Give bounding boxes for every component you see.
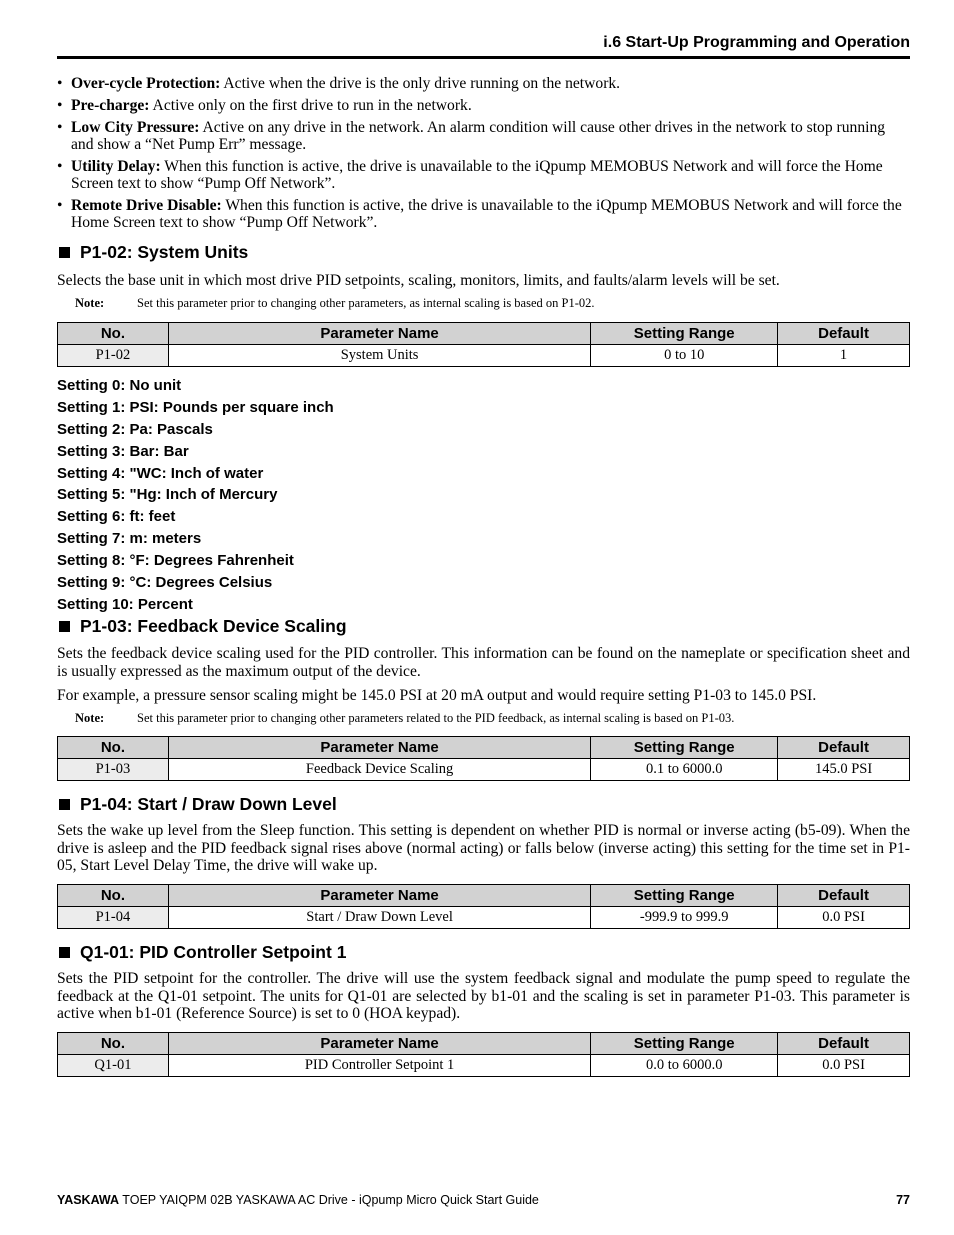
q1-01-description: Sets the PID setpoint for the controller. The drive will use the system feedback signal and modulate the pump speed to regulate the feedback at the Q1-01 setpoint. The units for Q1-01 are selected by b1-01 and the scaling is set in parameter P1-03. This parameter is active when b1-01 (Reference Source) is set to 0 (HOA keypad). bbox=[57, 970, 910, 1022]
col-header-name: Parameter Name bbox=[168, 1033, 590, 1055]
heading-p1-04: P1-04: Start / Draw Down Level bbox=[57, 793, 337, 815]
bullet-text: Active on any drive in the network. An alarm condition will cause other drives in the network to stop running and show a “Net Pump Err” message. bbox=[71, 119, 886, 153]
table-header-row bbox=[58, 323, 910, 345]
list-item: • Remote Drive Disable: When this function is active, the drive is unavailable to the iQpump MEMOBUS Network and will force the Home Screen text to show “Pump Off Network”. bbox=[57, 197, 902, 231]
p1-02-note bbox=[75, 296, 910, 311]
system-units-settings-list bbox=[57, 376, 334, 617]
cell-name: PID Controller Setpoint 1 bbox=[168, 1055, 590, 1077]
bullet-term: Remote Drive Disable: bbox=[71, 197, 222, 214]
setting-item: Setting 7: m: meters bbox=[57, 530, 202, 548]
p1-02-parameter-table bbox=[57, 322, 910, 367]
square-bullet-icon bbox=[59, 247, 70, 258]
cell-default: 145.0 PSI bbox=[778, 759, 910, 781]
col-header-default: Default bbox=[778, 323, 910, 345]
table-row bbox=[58, 1055, 910, 1077]
document-page bbox=[57, 0, 910, 1235]
table-header-row bbox=[58, 737, 910, 759]
cell-range: -999.9 to 999.9 bbox=[591, 907, 778, 929]
heading-q1-01: Q1-01: PID Controller Setpoint 1 bbox=[57, 941, 346, 963]
col-header-no: No. bbox=[58, 737, 169, 759]
col-header-no: No. bbox=[58, 1033, 169, 1055]
col-header-range: Setting Range bbox=[591, 1033, 778, 1055]
page-footer bbox=[57, 1193, 910, 1207]
q1-01-parameter-table bbox=[57, 1032, 910, 1077]
cell-range: 0 to 10 bbox=[591, 345, 778, 367]
table-header-row bbox=[58, 885, 910, 907]
cell-no: P1-02 bbox=[58, 345, 169, 367]
cell-range: 0.0 to 6000.0 bbox=[591, 1055, 778, 1077]
p1-03-note bbox=[75, 711, 910, 726]
cell-default: 1 bbox=[778, 345, 910, 367]
col-header-name: Parameter Name bbox=[168, 737, 590, 759]
square-bullet-icon bbox=[59, 947, 70, 958]
setting-item: Setting 8: °F: Degrees Fahrenheit bbox=[57, 552, 294, 570]
p1-04-parameter-table bbox=[57, 884, 910, 929]
setting-item: Setting 10: Percent bbox=[57, 595, 193, 613]
p1-03-parameter-table bbox=[57, 736, 910, 781]
setting-item: Setting 1: PSI: Pounds per square inch bbox=[57, 398, 334, 416]
table-header-row bbox=[58, 1033, 910, 1055]
bullet-text: When this function is active, the drive is unavailable to the iQpump MEMOBUS Network and will force the Home Screen text to show “Pump Off Network”. bbox=[71, 197, 902, 231]
list-item: • Low City Pressure: Active on any drive in the network. An alarm condition will cause other drives in the network to stop running and show a “Net Pump Err” message. bbox=[57, 119, 886, 153]
note-text: Set this parameter prior to changing other parameters related to the PID feedback, as internal scaling is based on P1-03. bbox=[137, 711, 735, 725]
bullet-term: Utility Delay: bbox=[71, 158, 161, 175]
list-item: • Pre-charge: Active only on the first drive to run in the network. bbox=[57, 97, 472, 114]
bullet-term: Pre-charge: bbox=[71, 97, 150, 114]
col-header-name: Parameter Name bbox=[168, 885, 590, 907]
cell-default: 0.0 PSI bbox=[778, 907, 910, 929]
setting-item: Setting 2: Pa: Pascals bbox=[57, 420, 213, 438]
setting-item: Setting 6: ft: feet bbox=[57, 508, 176, 526]
note-label: Note: bbox=[75, 711, 105, 725]
bullet-term: Over-cycle Protection: bbox=[71, 75, 221, 92]
section-title: i.6 Start-Up Programming and Operation bbox=[603, 34, 910, 51]
bullet-term: Low City Pressure: bbox=[71, 119, 200, 136]
col-header-no: No. bbox=[58, 323, 169, 345]
col-header-no: No. bbox=[58, 885, 169, 907]
brand-name: YASKAWA bbox=[57, 1193, 120, 1207]
bullet-text: When this function is active, the drive is unavailable to the iQpump MEMOBUS Network and will force the Home Screen text to show “Pump Off Network”. bbox=[71, 158, 883, 192]
col-header-default: Default bbox=[778, 1033, 910, 1055]
setting-item: Setting 9: °C: Degrees Celsius bbox=[57, 574, 273, 592]
col-header-name: Parameter Name bbox=[168, 323, 590, 345]
cell-name: Feedback Device Scaling bbox=[168, 759, 590, 781]
setting-item: Setting 0: No unit bbox=[57, 377, 182, 394]
cell-no: P1-04 bbox=[58, 907, 169, 929]
note-text: Set this parameter prior to changing other parameters, as internal scaling is based on P1-02. bbox=[137, 296, 595, 310]
list-item: • Over-cycle Protection: Active when the drive is the only drive running on the network. bbox=[57, 75, 621, 92]
cell-name: System Units bbox=[168, 345, 590, 367]
col-header-default: Default bbox=[778, 737, 910, 759]
col-header-range: Setting Range bbox=[591, 737, 778, 759]
p1-03-example: For example, a pressure sensor scaling might be 145.0 PSI at 20 mA output and would require setting P1-03 to 145.0 PSI. bbox=[57, 687, 817, 704]
bullet-text: Active when the drive is the only drive running on the network. bbox=[220, 75, 621, 92]
col-header-range: Setting Range bbox=[591, 323, 778, 345]
cell-default: 0.0 PSI bbox=[778, 1055, 910, 1077]
list-item: • Utility Delay: When this function is active, the drive is unavailable to the iQpump MEMOBUS Network and will force the Home Screen text to show “Pump Off Network”. bbox=[57, 158, 883, 192]
cell-no: Q1-01 bbox=[58, 1055, 169, 1077]
bullet-text: Active only on the first drive to run in the network. bbox=[149, 97, 472, 114]
document-title: TOEP YAIQPM 02B YASKAWA AC Drive - iQpump Micro Quick Start Guide bbox=[119, 1193, 539, 1207]
square-bullet-icon bbox=[59, 621, 70, 632]
col-header-range: Setting Range bbox=[591, 885, 778, 907]
square-bullet-icon bbox=[59, 799, 70, 810]
p1-04-description: Sets the wake up level from the Sleep function. This setting is dependent on whether PID is normal or inverse acting (b5-09). When the drive is asleep and the PID feedback signal rises above (normal acting) or falls below (inverse acting) this setting for the time set in P1-05, Start Level Delay Time, the drive will wake up. bbox=[57, 822, 910, 874]
setting-item: Setting 5: "Hg: Inch of Mercury bbox=[57, 486, 278, 504]
heading-p1-03: P1-03: Feedback Device Scaling bbox=[57, 615, 347, 637]
cell-name: Start / Draw Down Level bbox=[168, 907, 590, 929]
cell-range: 0.1 to 6000.0 bbox=[591, 759, 778, 781]
heading-p1-02: P1-02: System Units bbox=[57, 241, 248, 263]
table-row bbox=[58, 907, 910, 929]
col-header-default: Default bbox=[778, 885, 910, 907]
network-functions-list bbox=[57, 75, 910, 236]
p1-03-description: Sets the feedback device scaling used for the PID controller. This information can be found on the nameplate or specification sheet and is usually expressed as the maximum output of the device. bbox=[57, 645, 910, 680]
setting-item: Setting 3: Bar: Bar bbox=[57, 442, 189, 460]
page-number: 77 bbox=[896, 1193, 910, 1207]
note-label: Note: bbox=[75, 296, 105, 310]
cell-no: P1-03 bbox=[58, 759, 169, 781]
page-header bbox=[57, 33, 910, 59]
p1-02-description: Selects the base unit in which most drive PID setpoints, scaling, monitors, limits, and faults/alarm levels will be set. bbox=[57, 272, 780, 289]
table-row bbox=[58, 345, 910, 367]
table-row bbox=[58, 759, 910, 781]
setting-item: Setting 4: "WC: Inch of water bbox=[57, 464, 264, 482]
